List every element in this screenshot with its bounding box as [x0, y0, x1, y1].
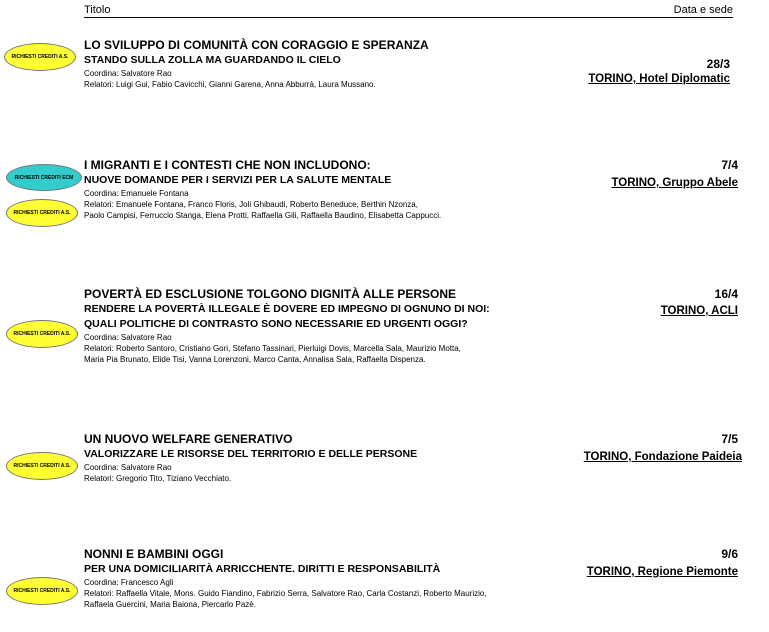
event-date: 16/4: [714, 287, 738, 301]
event-venue: TORINO, Regione Piemonte: [586, 566, 738, 578]
event-title: LO SVILUPPO DI COMUNITÀ CON CORAGGIO E SPERANZA: [84, 38, 429, 52]
event-date: 28/3: [706, 57, 730, 71]
event-coordinator: Coordina: Salvatore Rao: [84, 333, 172, 342]
header-date-col: Data e sede: [673, 4, 733, 16]
event-speakers: Relatori: Raffaella Vitale, Mons. Guido Fiandino, Fabrizio Serra, Salvatore Rao, Carla Costanzi, Roberto Maurizio, Raffaela Guercini, Maria Baiona, Piercarlo Pazè.: [84, 589, 487, 609]
event-subtitle: QUALI POLITICHE DI CONTRASTO SONO NECESSARIE ED URGENTI OGGI?: [84, 318, 468, 330]
event-title: I MIGRANTI E I CONTESTI CHE NON INCLUDONO:: [84, 158, 371, 172]
credits-as-badge: RICHIESTI CREDITI A.S.: [4, 43, 76, 71]
event-subtitle: NUOVE DOMANDE PER I SERVIZI PER LA SALUTE MENTALE: [84, 174, 392, 186]
event-date: 9/6: [721, 547, 738, 561]
event-coordinator: Coordina: Emanuele Fontana: [84, 189, 189, 198]
event-subtitle: PER UNA DOMICILIARITÀ ARRICCHENTE. DIRITTI E RESPONSABILITÀ: [84, 563, 441, 575]
header-title-col: Titolo: [84, 4, 111, 16]
credits-as-badge: RICHIESTI CREDITI A.S.: [6, 452, 78, 480]
event-coordinator: Coordina: Salvatore Rao: [84, 69, 172, 78]
event-2: [84, 158, 654, 221]
credits-ecm-badge: RICHIESTI CREDITI ECM: [6, 164, 82, 191]
event-title: POVERTÀ ED ESCLUSIONE TOLGONO DIGNITÀ ALLE PERSONE: [84, 287, 457, 301]
credits-as-badge: RICHIESTI CREDITI A.S.: [6, 577, 78, 605]
event-5: [84, 547, 654, 610]
table-header: [84, 4, 733, 18]
event-venue: TORINO, ACLI: [660, 305, 738, 317]
event-speakers: Relatori: Roberto Santoro, Cristiano Gori, Stefano Tassinari, Pierluigi Dovis, Marcella Sala, Maurizio Motta, Maria Pia Brunato, Elide Tisi, Vanna Lorenzoni, Marco Canta, Annalisa Sala, Raffaella Dispenza.: [84, 344, 461, 364]
event-title: UN NUOVO WELFARE GENERATIVO: [84, 432, 293, 446]
event-4: [84, 432, 654, 484]
event-speakers: Relatori: Emanuele Fontana, Franco Floris, Joli Ghibaudi, Roberto Beneduce, Berthin Nzonza, Paolo Campisi, Ferruccio Stanga, Elena Protti, Raffaella Gili, Raffaella Baudino, Elisabetta Cappucci.: [84, 200, 442, 220]
event-coordinator: Coordina: Salvatore Rao: [84, 463, 172, 472]
credits-as-badge: RICHIESTI CREDITI A.S.: [6, 199, 78, 227]
event-subtitle: STANDO SULLA ZOLLA MA GUARDANDO IL CIELO: [84, 54, 341, 66]
event-venue: TORINO, Fondazione Paideia: [583, 451, 742, 463]
event-date: 7/4: [721, 158, 738, 172]
event-3: [84, 287, 654, 365]
event-date: 7/5: [721, 432, 738, 446]
event-speakers: Relatori: Luigi Gui, Fabio Cavicchi, Gianni Garena, Anna Abburrà, Laura Mussano.: [84, 80, 376, 89]
event-venue: TORINO, Hotel Diplomatic: [588, 73, 730, 85]
event-coordinator: Coordina: Francesco Agli: [84, 578, 174, 587]
event-1: [84, 38, 654, 90]
event-speakers: Relatori: Gregorio Tito, Tiziano Vecchiato.: [84, 474, 232, 483]
event-venue: TORINO, Gruppo Abele: [611, 177, 738, 189]
credits-as-badge: RICHIESTI CREDITI A.S.: [6, 320, 78, 348]
event-subtitle: RENDERE LA POVERTÀ ILLEGALE È DOVERE ED IMPEGNO DI OGNUNO DI NOI:: [84, 303, 490, 315]
event-subtitle: VALORIZZARE LE RISORSE DEL TERRITORIO E DELLE PERSONE: [84, 448, 418, 460]
event-title: NONNI E BAMBINI OGGI: [84, 547, 224, 561]
